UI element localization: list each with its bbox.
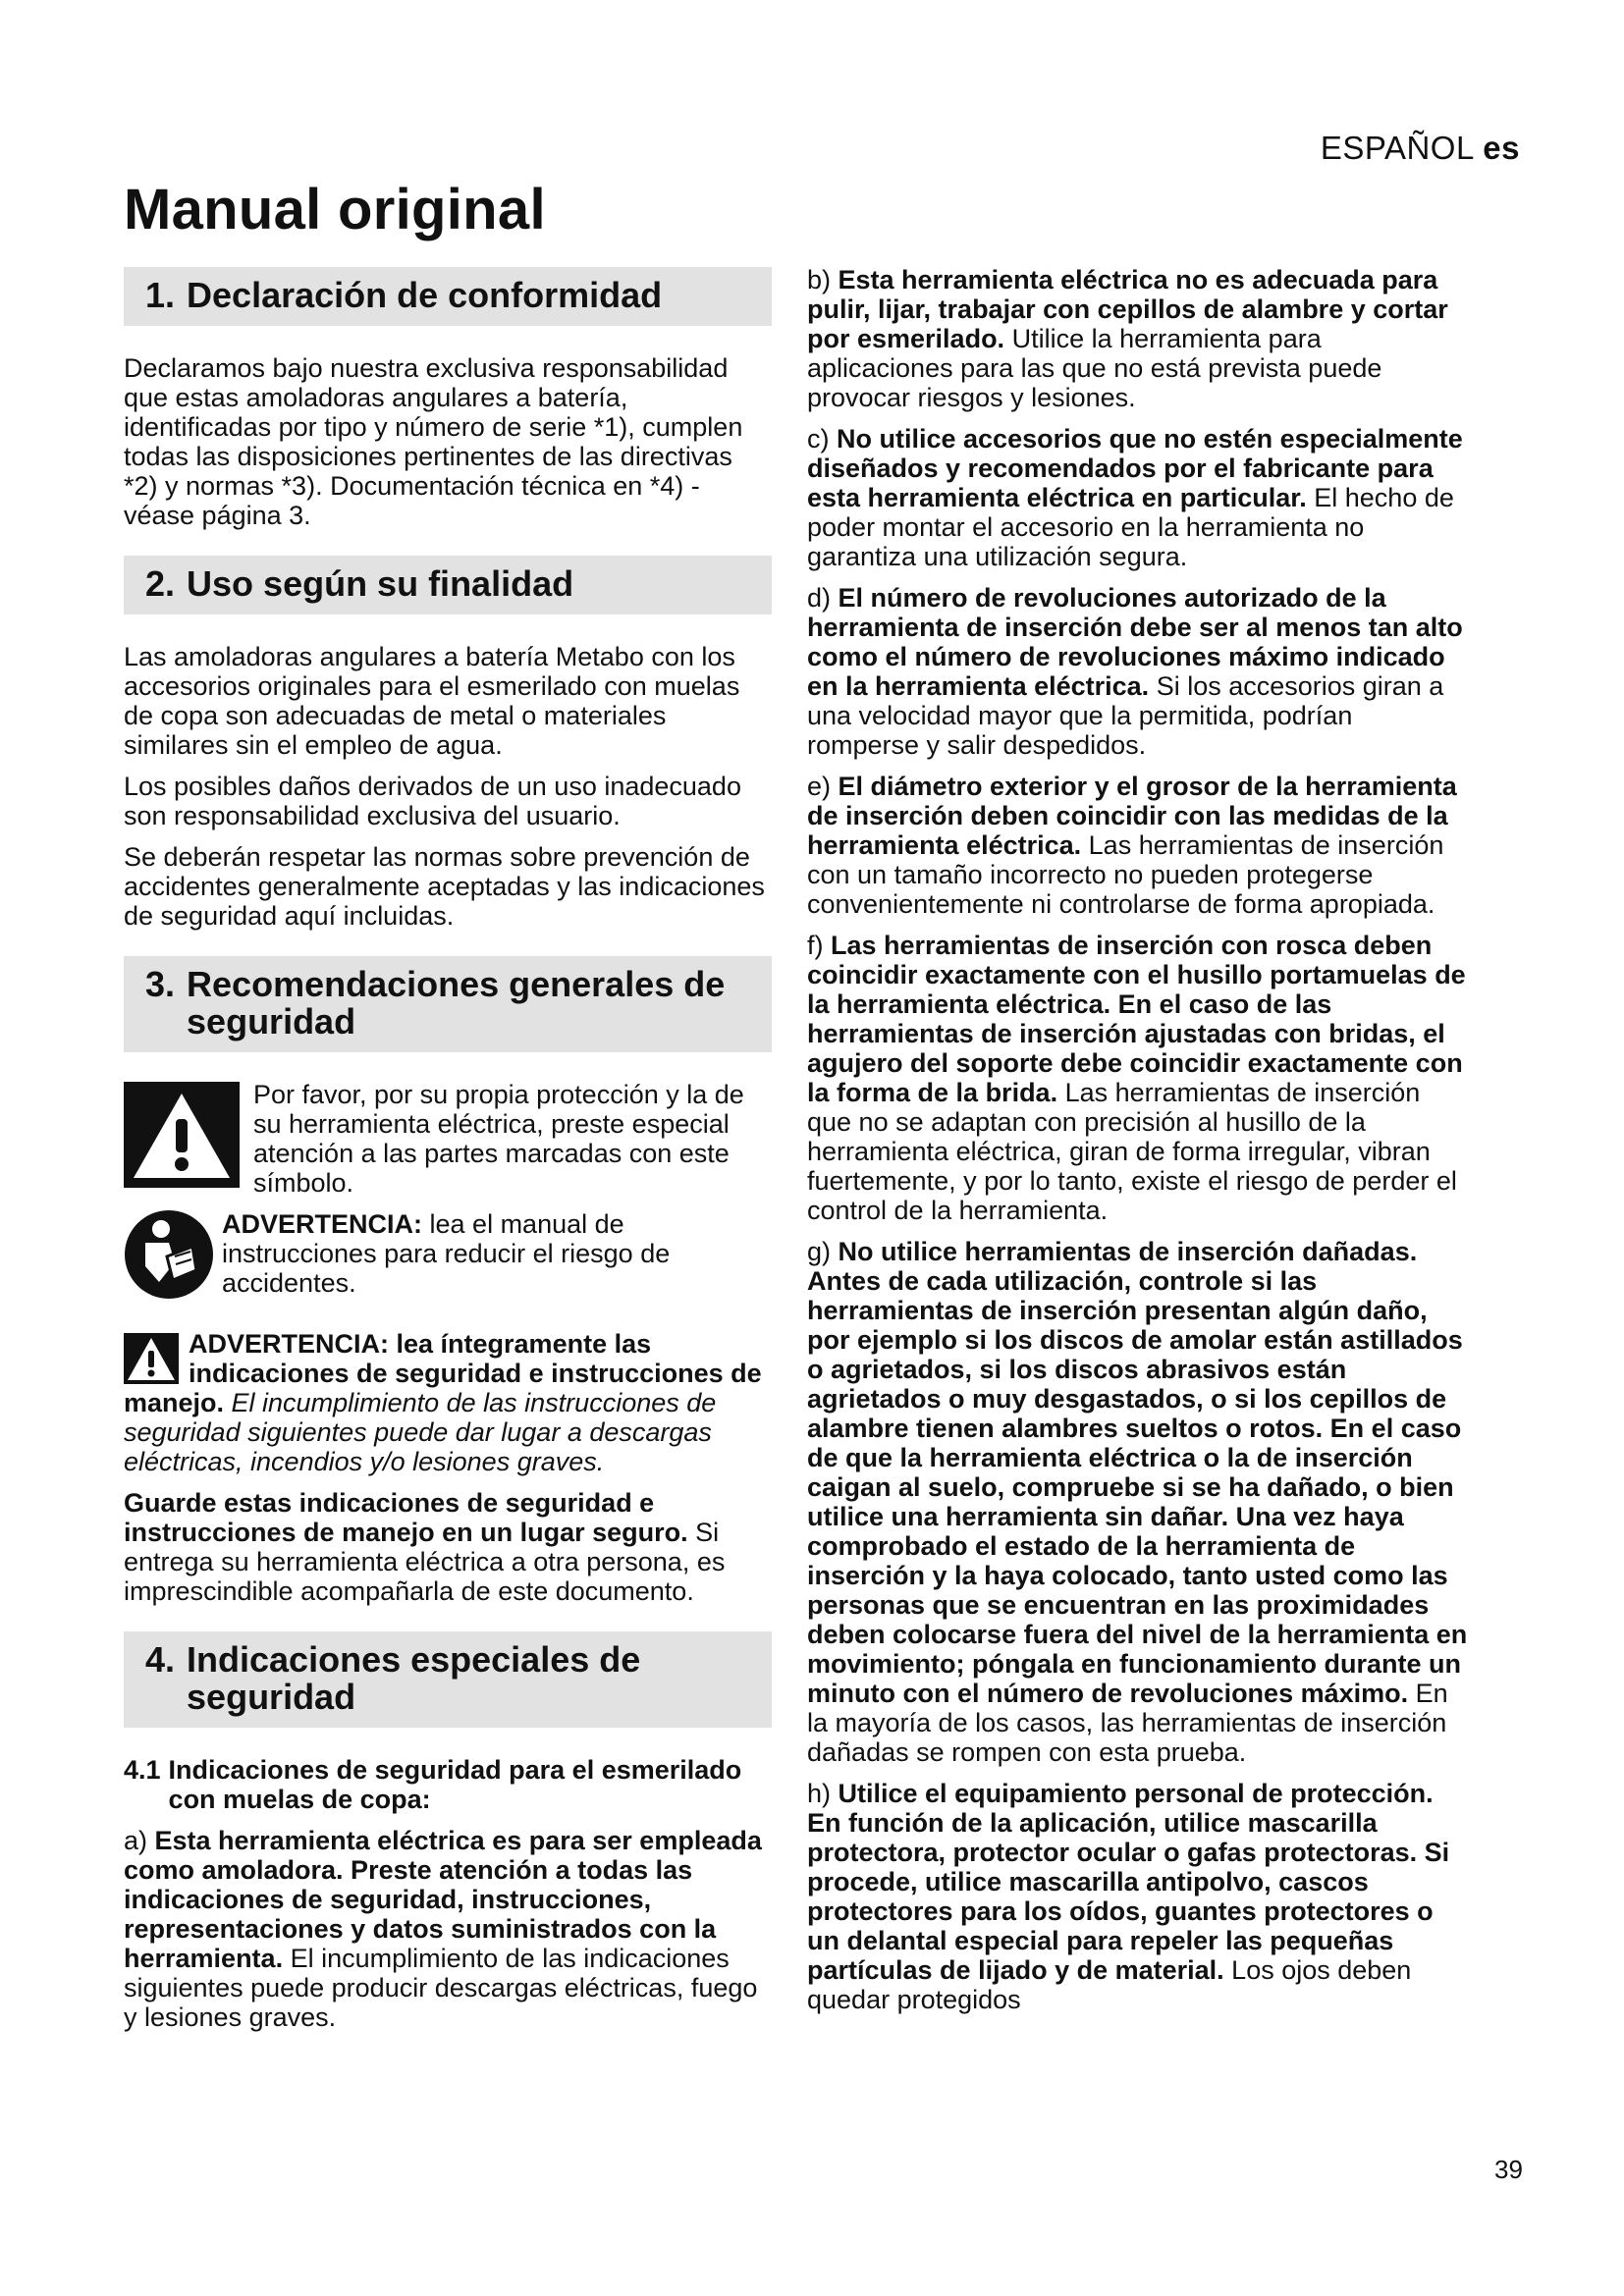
general-warning-italic: El incumplimiento de las instrucciones de seguridad siguientes puede dar lugar a descargas eléctricas, incendios y/o lesiones graves. [124, 1388, 717, 1476]
item-label: h) [807, 1779, 832, 1808]
item-d-body: Si los accesorios giran a una velocidad mayor que la permitida, podrían romperse y salir despedidos. [807, 671, 1444, 760]
item-b-bold: Esta herramienta eléctrica no es adecuada para pulir, lijar, trabajar con cepillos de alambre y cortar por esmerilado. [807, 265, 1448, 353]
item-label: g) [807, 1237, 832, 1266]
general-warning-row [124, 1329, 772, 1476]
language-code: es [1483, 130, 1520, 166]
keep-instructions-paragraph [124, 1488, 772, 1606]
section-number: 4. [145, 1639, 176, 1680]
item-label: f) [807, 931, 824, 960]
item-h-body: Los ojos deben quedar protegidos [807, 1955, 1412, 2014]
item-d-paragraph [807, 583, 1471, 760]
accident-prevention-paragraph: Se deberán respetar las normas sobre prevención de accidentes generalmente aceptadas y las indicaciones de seguridad aquí incluidas. [124, 842, 765, 931]
item-b-body: Utilice la herramienta para aplicaciones para las que no está prevista puede provocar riesgos y lesiones. [807, 324, 1382, 412]
item-a-bold: Esta herramienta eléctrica es para ser empleada como amoladora. Preste atención a todas las indicaciones de seguridad, instrucciones, representaciones y datos suministrados con la herramienta. [124, 1826, 762, 1973]
item-a-paragraph [124, 1826, 772, 2032]
left-column [124, 267, 772, 2044]
read-manual-label: ADVERTENCIA: [222, 1209, 423, 1239]
misuse-paragraph: Los posibles daños derivados de un uso inadecuado son responsabilidad exclusiva del usuario. [124, 772, 741, 830]
section-number: 2. [145, 563, 176, 604]
subsection-heading-4-1 [124, 1755, 772, 1814]
subsection-number: 4.1 [124, 1755, 161, 1785]
general-warning-text [124, 1329, 772, 1476]
keep-instructions-body: Si entrega su herramienta eléctrica a otra persona, es imprescindible acompañarla de este documento. [124, 1518, 726, 1606]
read-manual-body: lea el manual de instrucciones para reducir el riesgo de accidentes. [222, 1209, 671, 1298]
item-e-bold: El diámetro exterior y el grosor de la herramienta de inserción deben coincidir con las medidas de la herramienta eléctrica. [807, 772, 1457, 860]
item-f-paragraph [807, 931, 1471, 1225]
intended-use-paragraph: Las amoladoras angulares a batería Metabo con los accesorios originales para el esmerilado con muelas de copa son adecuadas de metal o materiales similares sin el empleo de agua. [124, 642, 740, 760]
item-label: c) [807, 424, 830, 454]
item-c-paragraph [807, 424, 1471, 571]
item-e-body: Las herramientas de inserción con un tamaño incorrecto no pueden protegerse convenientemente ni controlarse de forma apropiada. [807, 830, 1444, 919]
item-c-bold: No utilice accesorios que no estén especialmente diseñados y recomendados por el fabricante para esta herramienta eléctrica en particular. [807, 424, 1463, 512]
read-manual-icon [124, 1209, 222, 1300]
item-label: a) [124, 1826, 148, 1855]
symbol-note-text: Por favor, por su propia protección y la de su herramienta eléctrica, preste especial atención a las partes marcadas con este símbolo. [253, 1080, 744, 1198]
item-f-bold: Las herramientas de inserción con rosca deben coincidir exactamente con el husillo portamuelas de la herramienta eléctrica. En el caso de las herramientas de inserción ajustadas con bridas, el agujero del soporte debe coincidir exactamente con la forma de la brida. [807, 931, 1466, 1107]
section-number: 3. [145, 964, 176, 1004]
item-h-paragraph [807, 1779, 1471, 2014]
language-header [1321, 130, 1520, 167]
section-title: Uso según su finalidad [187, 563, 574, 604]
section-number: 1. [145, 275, 176, 315]
right-column [807, 265, 1471, 2026]
symbol-note-row [124, 1080, 772, 1198]
item-label: b) [807, 265, 832, 294]
section-heading-2 [124, 556, 772, 614]
item-g-body: En la mayoría de los casos, las herramientas de inserción dañadas se rompen con esta prueba. [807, 1679, 1448, 1767]
item-h-bold: Utilice el equipamiento personal de protección. En función de la aplicación, utilice mascarilla protectora, protector ocular o gafas protectoras. Si procede, utilice mascarilla antipolvo, cascos protectores para los oídos, guantes protectores o un delantal especial para repeler las pequeñas partículas de lijado y de material. [807, 1779, 1450, 1985]
item-g-paragraph [807, 1237, 1471, 1767]
language-name: ESPAÑOL [1320, 130, 1474, 166]
item-e-paragraph [807, 772, 1471, 919]
item-a-body: El incumplimiento de las indicaciones siguientes puede producir descargas eléctricas, fuego y lesiones graves. [124, 1944, 758, 2032]
warning-triangle-icon [124, 1080, 253, 1190]
item-label: e) [807, 772, 832, 801]
subsection-title: Indicaciones de seguridad para el esmerilado con muelas de copa: [168, 1755, 742, 1814]
page-title: Manual original [124, 178, 546, 241]
section-title: Declaración de conformidad [187, 275, 663, 315]
item-g-bold: No utilice herramientas de inserción dañadas. Antes de cada utilización, controle si las herramientas de inserción presentan algún daño, por ejemplo si los discos de amolar están astillados o agrietados, si los discos abrasivos están agrietados o muy desgastados, o si los cepillos de alambre tienen alambres sueltos o rotos. En el caso de que la herramienta eléctrica o la de inserción caigan al suelo, compruebe si se ha dañado, o bien utilice una herramienta sin dañar. Una vez haya comprobado el estado de la herramienta de inserción y la haya colocado, tanto usted como las personas que se encuentran en las proximidades deben colocarse fuera del nivel de la herramienta en movimiento; póngala en funcionamiento durante un minuto con el número de revoluciones máximo. [807, 1237, 1468, 1708]
read-manual-text [222, 1209, 772, 1298]
section-title: Indicaciones especiales de seguridad [187, 1639, 641, 1717]
item-b-paragraph [807, 265, 1471, 412]
section-heading-1 [124, 267, 772, 326]
item-d-bold: El número de revoluciones autorizado de la herramienta de inserción debe ser al menos tan alto como el número de revoluciones máximo indicado en la herramienta eléctrica. [807, 583, 1463, 701]
page-number: 39 [1494, 2155, 1523, 2184]
keep-instructions-bold: Guarde estas indicaciones de seguridad e instrucciones de manejo en un lugar seguro. [124, 1488, 688, 1547]
item-label: d) [807, 583, 832, 613]
item-f-body: Las herramientas de inserción que no se adaptan con precisión al husillo de la herramienta eléctrica, giran de forma irregular, vibran fuertemente, y por lo tanto, existe el riesgo de perder el control de la herramienta. [807, 1078, 1457, 1225]
item-c-body: El hecho de poder montar el accesorio en la herramienta no garantiza una utilización segura. [807, 483, 1454, 571]
section-heading-3 [124, 956, 772, 1052]
read-manual-row [124, 1209, 772, 1300]
declaration-paragraph: Declaramos bajo nuestra exclusiva responsabilidad que estas amoladoras angulares a batería, identificadas por tipo y número de serie *1), cumplen todas las disposiciones pertinentes de las directivas *2) y normas *3). Documentación técnica en *4) - véase página 3. [124, 353, 743, 530]
small-warning-triangle-icon [124, 1333, 179, 1384]
section-heading-4 [124, 1631, 772, 1728]
general-warning-bold: ADVERTENCIA: lea íntegramente las indicaciones de seguridad e instrucciones de manejo. [124, 1329, 762, 1417]
section-title: Recomendaciones generales de seguridad [187, 964, 726, 1041]
